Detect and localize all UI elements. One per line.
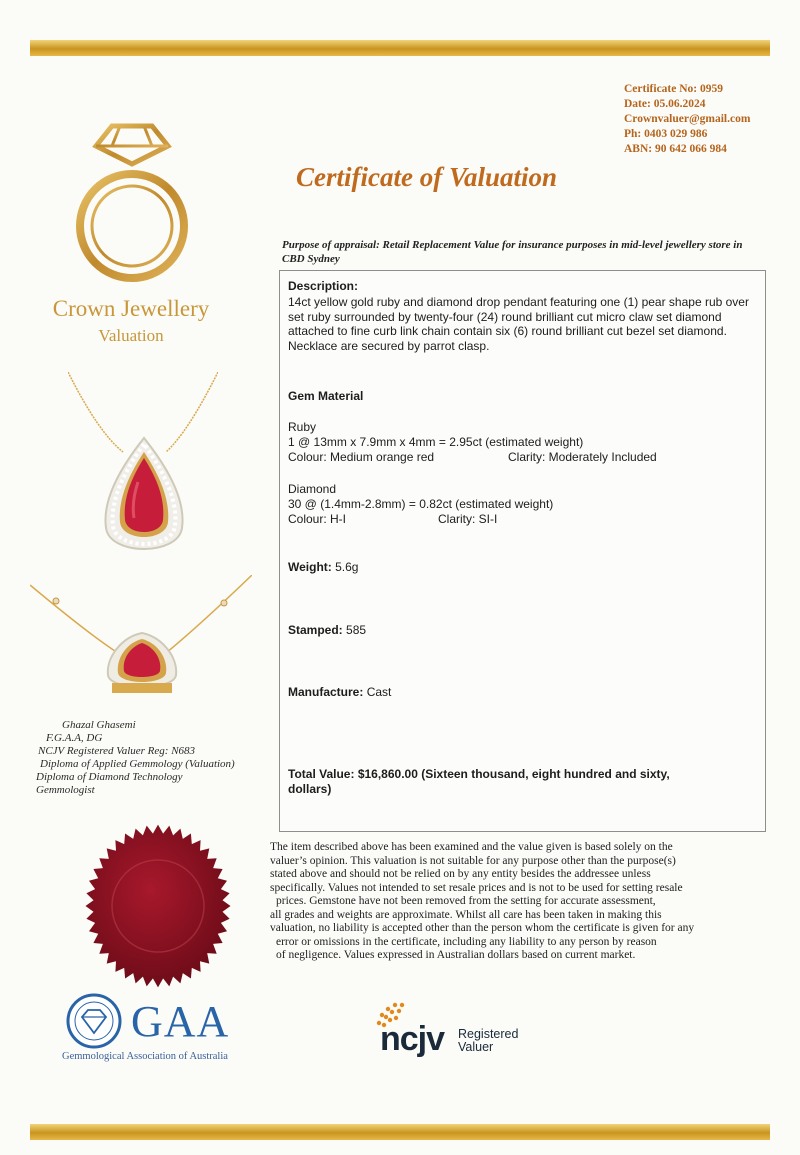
ncjv-registered-valuer [458, 1028, 518, 1054]
page-title: Certificate of Valuation [296, 162, 558, 192]
weight-value: 5.6g [335, 560, 359, 574]
stamped-value: 585 [346, 623, 367, 637]
crown-ring-logo-icon [62, 118, 202, 288]
diamond-colour: Colour: H-I [288, 512, 347, 526]
disclaimer-line: valuation, no liability is accepted other than the person whom the certificate is given for any [270, 922, 695, 934]
disclaimer-line: error or omissions in the certificate, including any liability to any person by reason [276, 935, 657, 948]
manufacture-value: Cast [366, 685, 392, 699]
disclaimer-line: The item described above has been examined and the value given is based solely on the [270, 841, 673, 853]
gaa-abbr: GAA [131, 997, 230, 1046]
certificate-abn: ABN: 90 642 066 984 [624, 143, 727, 155]
gem-material-heading: Gem Material [288, 389, 364, 403]
valuer-credential: Gemmologist [36, 784, 95, 796]
stamped-label: Stamped: [288, 623, 343, 637]
valuation-details-box [279, 270, 766, 832]
valuer-credential: F.G.A.A, DG [46, 732, 103, 744]
total-value-row [288, 767, 670, 781]
ncjv-reg-line1: Registered [458, 1027, 519, 1041]
wax-seal-icon [82, 820, 234, 992]
disclaimer-line: of negligence. Values expressed in Australian dollars based on current market. [276, 949, 636, 961]
description-text: 14ct yellow gold ruby and diamond drop pendant featuring one (1) pear shape rub over set ruby surrounded by twenty-four (24) round brilliant cut micro claw set diamond attached to fine curb link chain contain six (6) round brilliant cut bezel set diamond. Necklace are secured by parrot clasp. [288, 295, 749, 353]
valuer-credential: Diploma of Applied Gemmology (Valuation) [40, 758, 235, 770]
valuer-details [36, 719, 235, 797]
gaa-name: Gemmological Association of Australia [62, 1051, 228, 1062]
pendant-photo [68, 372, 218, 572]
top-gold-bar [30, 40, 770, 56]
ncjv-logo-text: ncjv [380, 1020, 445, 1058]
valuer-credential: Diploma of Diamond Technology [36, 771, 183, 783]
stamped-row [288, 623, 366, 637]
certificate-email: Crownvaluer@gmail.com [624, 113, 751, 125]
purpose-of-appraisal: Purpose of appraisal: Retail Replacement Value for insurance purposes in mid-level jewellery store in CBD Sydney [282, 239, 743, 265]
diamond-measure: 30 @ (1.4mm-2.8mm) = 0.82ct (estimated weight) [288, 497, 554, 511]
weight-label: Weight: [288, 560, 332, 574]
manufacture-row [288, 685, 391, 699]
valuer-name: Ghazal Ghasemi [62, 719, 136, 731]
disclaimer-line: stated above and should not be relied on by any entity besides the addressee unless [270, 868, 651, 880]
bottom-gold-bar [30, 1124, 770, 1140]
manufacture-label: Manufacture: [288, 685, 364, 699]
diamond-clarity: Clarity: SI-I [438, 512, 498, 526]
disclaimer-line: specifically. Values not intended to set resale prices and is not to be used for setting resale [270, 881, 683, 894]
disclaimer-line: all grades and weights are approximate. Whilst all care has been taken in making this [270, 908, 662, 921]
weight-row [288, 560, 358, 574]
total-label: Total Value: [288, 767, 355, 781]
ruby-name: Ruby [288, 420, 317, 434]
diamond-name: Diamond [288, 482, 337, 496]
disclaimer-line: prices. Gemstone have not been removed from the setting for accurate assessment, [276, 895, 656, 907]
ruby-clarity: Clarity: Moderately Included [508, 450, 657, 464]
total-value-cont: dollars) [288, 782, 332, 796]
brand-name: Crown Jewellery [52, 296, 210, 321]
disclaimer-line: valuer’s opinion. This valuation is not suitable for any purpose other than the purpose(s) [270, 854, 676, 867]
brand-sub: Valuation [98, 326, 164, 345]
valuer-credential: NCJV Registered Valuer Reg: N683 [38, 745, 196, 757]
certificate-phone: Ph: 0403 029 986 [624, 128, 708, 140]
ncjv-reg-line2: Valuer [458, 1040, 494, 1054]
total-value: $16,860.00 (Sixteen thousand, eight hundred and sixty, [357, 767, 670, 781]
disclaimer-text [270, 841, 770, 963]
necklace-photo [30, 575, 252, 710]
ruby-colour: Colour: Medium orange red [288, 450, 435, 464]
certificate-number: Certificate No: 0959 [624, 83, 723, 95]
certificate-date: Date: 05.06.2024 [624, 98, 706, 110]
description-label: Description: [288, 279, 359, 293]
certificate-info [624, 82, 750, 157]
ruby-measure: 1 @ 13mm x 7.9mm x 4mm = 2.95ct (estimated weight) [288, 435, 584, 449]
